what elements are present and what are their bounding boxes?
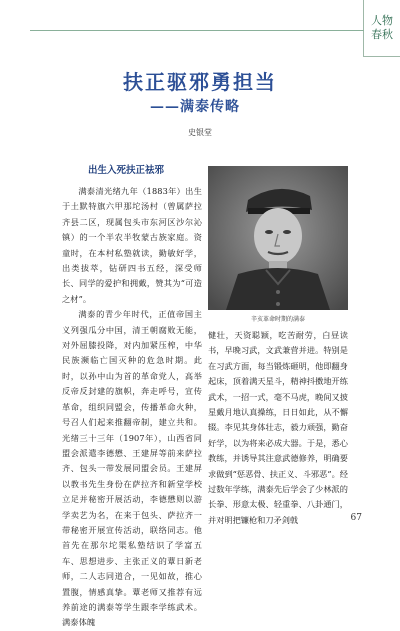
photo-caption: 辛亥革命时期的满泰 xyxy=(250,316,305,323)
top-rule xyxy=(30,30,364,31)
author-name: 史银堂 xyxy=(188,128,212,137)
article-title: 扶正驱邪勇担当 xyxy=(123,70,277,94)
section-tag xyxy=(363,0,400,57)
portrait-illustration xyxy=(208,166,348,310)
section-tag-line-1: 人物 xyxy=(371,14,393,27)
section-tag-line-2: 春秋 xyxy=(371,28,393,41)
paragraph-1: 满泰清光绪九年（1883年）出生于土默特旗六甲那坨汤村（曾属萨拉齐县二区，现属包头市东河区沙尔沁镇）的一个半农半牧蒙古族家庭。资童时，在本村私塾就读，勤敏好学，出类拔萃，钻研四书五经，深受师长、同学的爱护和拥戴，赞其为“可造之材”。 xyxy=(62,186,202,304)
portrait-photo xyxy=(208,166,348,310)
left-text-column xyxy=(62,184,202,631)
page-number: 67 xyxy=(350,513,362,523)
section-heading: 出生入死扶正祛邪 xyxy=(88,165,165,176)
paragraph-3: 健壮，天资聪颖，吃苦耐劳，白昼读书，早晚习武，文武兼营并进。特别是在习武方面，每当锻炼砸明，他即翻身起床，顶着满天星斗，精神抖擞地开练武术，一招一式，毫不马虎，晚间又披星戴月地认真操练，日日如此，从不懈辍。李见其身体壮志，毅力顽强，勤奋好学，以为将来必成大器。于是，悉心教练，并诱导其注意武德修养，明确要求做到“惩恶骨、扶正义、斗邪恶”。经过数年学练，满泰先后学会了少林派的长拳、形意太极、轻重拳、八卦通门，并对明把镰枪和刀矛剑戟 xyxy=(208,330,348,525)
paragraph-2: 满泰的青少年时代，正值帝国主义列强瓜分中国，清王朝腐败无能，对外屈膝投降，对内加紧压榨，中华民族濒临亡国灭种的危急时期。此时，以孙中山为首的革命党人，高举反帝反封建的旗帜，奔走呼号，宣传革命，组织同盟会，传播革命火种，号召人们起来推翻帝制，建立共和。光绪三十三年（1907年），山西省同盟会派遣李德懋、王建屏等前来萨拉齐、包头一带发展同盟会员。王建屏以教书先生身份在萨拉齐和新堂学校立足并秘密开展活动，李德懋则以游学卖艺为名，在来于包头、萨拉齐一带秘密开展宣传活动，联络同志。他首先在那尔坨渠私塾结识了学富五车、思想进步、主张正义的蕈日新老师，二人志同道合，一见如故，推心置腹，情感真挚。蕈老师又推荐有远养前途的满泰等学生跟李学练武术。满泰体魄 xyxy=(62,309,202,628)
article-subtitle: ——满泰传略 xyxy=(150,99,240,115)
right-text-column xyxy=(208,328,348,528)
